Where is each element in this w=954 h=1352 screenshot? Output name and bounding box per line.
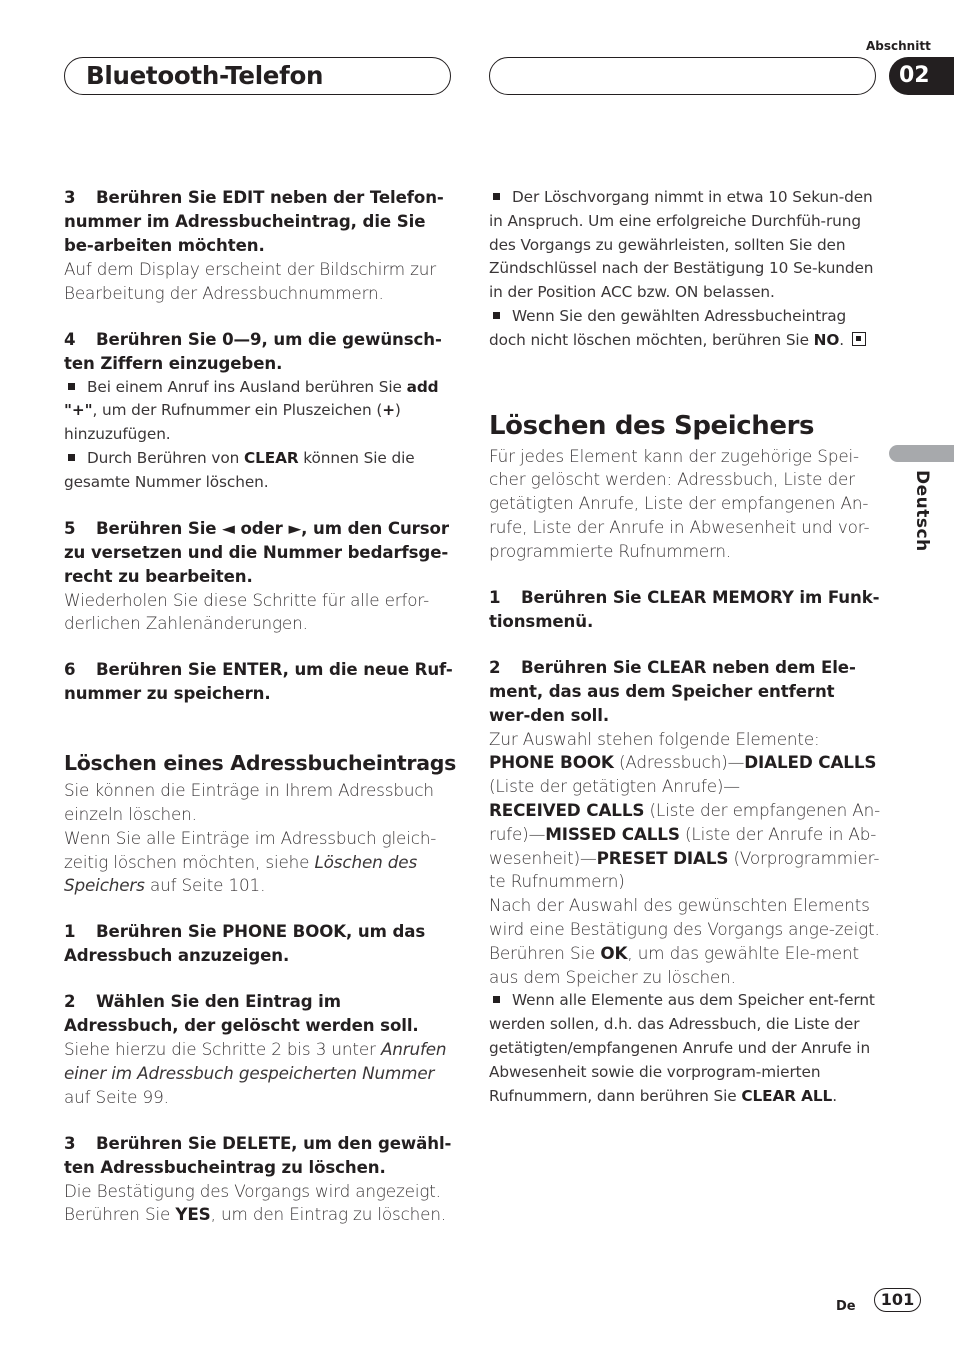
step-digits: 4 Berühren Sie 0—9, um die gewünsch-ten Ziffern einzugeben. bbox=[64, 329, 442, 373]
step-clear-item: 2 Berühren Sie CLEAR neben dem Ele-ment, das aus dem Speicher entfernt wer-den soll. bbox=[489, 657, 856, 725]
item-list: PHONE BOOK (Adressbuch)—DIALED CALLS (Liste der getätigten Anrufe)— RECEIVED CALLS (Liste der empfangenen An-rufe)—MISSED CALLS (Liste der Anrufe in Ab-wesenheit)—PRESET DIALS (Vorprogrammier-te Rufnummern) bbox=[489, 752, 880, 892]
step-phone-book: 1 Berühren Sie PHONE BOOK, um das Adressbuch anzuzeigen. bbox=[64, 922, 426, 966]
step-select-entry-body: Siehe hierzu die Schritte 2 bis 3 unter Anrufen einer im Adressbuch gespeicherten Nummer auf Seite 99. bbox=[64, 1039, 447, 1107]
left-column bbox=[64, 186, 456, 1227]
step-cursor-body: Wiederholen Sie diese Schritte für alle erfor-derlichen Zahlenänderungen. bbox=[64, 589, 429, 634]
step-delete-body: Die Bestätigung des Vorgangs wird angezeigt. Berühren Sie YES, um den Eintrag zu löschen. bbox=[64, 1180, 447, 1225]
language-tab-marker bbox=[889, 445, 954, 462]
memory-intro: Für jedes Element kann der zugehörige Spei-cher gelöscht werden: Adressbuch, Liste der getätigten Anrufe, Liste der empfangenen An-rufe, Liste der Anrufe in Abwesenheit und vor-programmierte Rufnummern. bbox=[489, 445, 870, 561]
right-column bbox=[489, 186, 881, 1108]
bullet-square-icon bbox=[493, 193, 500, 200]
subsection-heading: Löschen eines Adressbucheintrags bbox=[64, 751, 457, 776]
step-edit-body: Auf dem Display erscheint der Bildschirm zur Bearbeitung der Adressbuchnummern. bbox=[64, 259, 437, 303]
bullet-square-icon bbox=[493, 312, 500, 319]
step-select-entry: 2 Wählen Sie den Eintrag im Adressbuch, der gelöscht werden soll. bbox=[64, 992, 419, 1036]
header-blank-frame bbox=[489, 57, 876, 95]
confirm-body: Nach der Auswahl des gewünschten Elements wird eine Bestätigung des Vorgangs ange-zeigt. Berühren Sie OK, um das gewählte Ele-ment aus dem Speicher zu löschen. bbox=[489, 895, 880, 987]
bullet-square-icon bbox=[68, 454, 75, 461]
note-clear-all: Wenn alle Elemente aus dem Speicher ent-fernt werden sollen, d.h. das Adressbuch, die Liste der getätigten/empfangenen Anrufe und der Anrufe in Abwesenheit sowie die vorprogram-mierten Rufnummern, dann berühren Sie CLEAR ALL. bbox=[489, 991, 875, 1105]
section-heading: Löschen des Speichers bbox=[489, 410, 815, 441]
footer-language-code: De bbox=[836, 1299, 856, 1314]
bullet-square-icon bbox=[68, 383, 75, 390]
language-side-label: Deutsch bbox=[912, 470, 932, 552]
note-plus-sign: Bei einem Anruf ins Ausland berühren Sie add "+", um der Rufnummer ein Pluszeichen (+) hinzuzufügen. bbox=[64, 377, 439, 444]
step-clear-memory: 1 Berühren Sie CLEAR MEMORY im Funk-tionsmenü. bbox=[489, 587, 880, 631]
step-delete: 3 Berühren Sie DELETE, um den gewähl-ten Adressbucheintrag zu löschen. bbox=[64, 1133, 452, 1177]
step-edit: 3 Berühren Sie EDIT neben der Telefon-nummer im Adressbucheintrag, die Sie be-arbeiten möchten. bbox=[64, 188, 444, 255]
end-of-section-icon bbox=[852, 332, 866, 346]
step-enter: 6 Berühren Sie ENTER, um die neue Ruf-nummer zu speichern. bbox=[64, 660, 453, 704]
note-clear: Durch Berühren von CLEAR können Sie die gesamte Nummer löschen. bbox=[64, 448, 415, 491]
page-header-title: Bluetooth-Telefon bbox=[86, 61, 324, 90]
note-duration: Der Löschvorgang nimmt in etwa 10 Sekun-den in Anspruch. Um eine erfolgreiche Durchfüh-rung des Vorgangs zu gewährleisten, sollten Sie den Zündschlüssel nach der Bestätigung 10 Se-kunden in der Position ACC bzw. ON belassen. bbox=[489, 188, 874, 302]
bullet-square-icon bbox=[493, 996, 500, 1003]
section-number-badge: 02 bbox=[889, 57, 954, 95]
intro-single-delete: Sie können die Einträge in Ihrem Adressbuch einzeln löschen. bbox=[64, 780, 434, 824]
note-cancel: Wenn Sie den gewählten Adressbucheintrag doch nicht löschen möchten, berühren Sie NO. bbox=[489, 305, 881, 353]
step-cursor: 5 Berühren Sie ◄ oder ►, um den Cursor zu versetzen und die Nummer bedarfsge-recht zu bearbeiten. bbox=[64, 518, 449, 586]
page-number: 101 bbox=[874, 1288, 921, 1312]
intro-all-delete: Wenn Sie alle Einträge im Adressbuch gleich-zeitig löschen möchten, siehe Löschen des Speichers auf Seite 101. bbox=[64, 827, 437, 896]
item-list-intro: Zur Auswahl stehen folgende Elemente: bbox=[489, 728, 820, 749]
section-label: Abschnitt bbox=[866, 39, 931, 53]
